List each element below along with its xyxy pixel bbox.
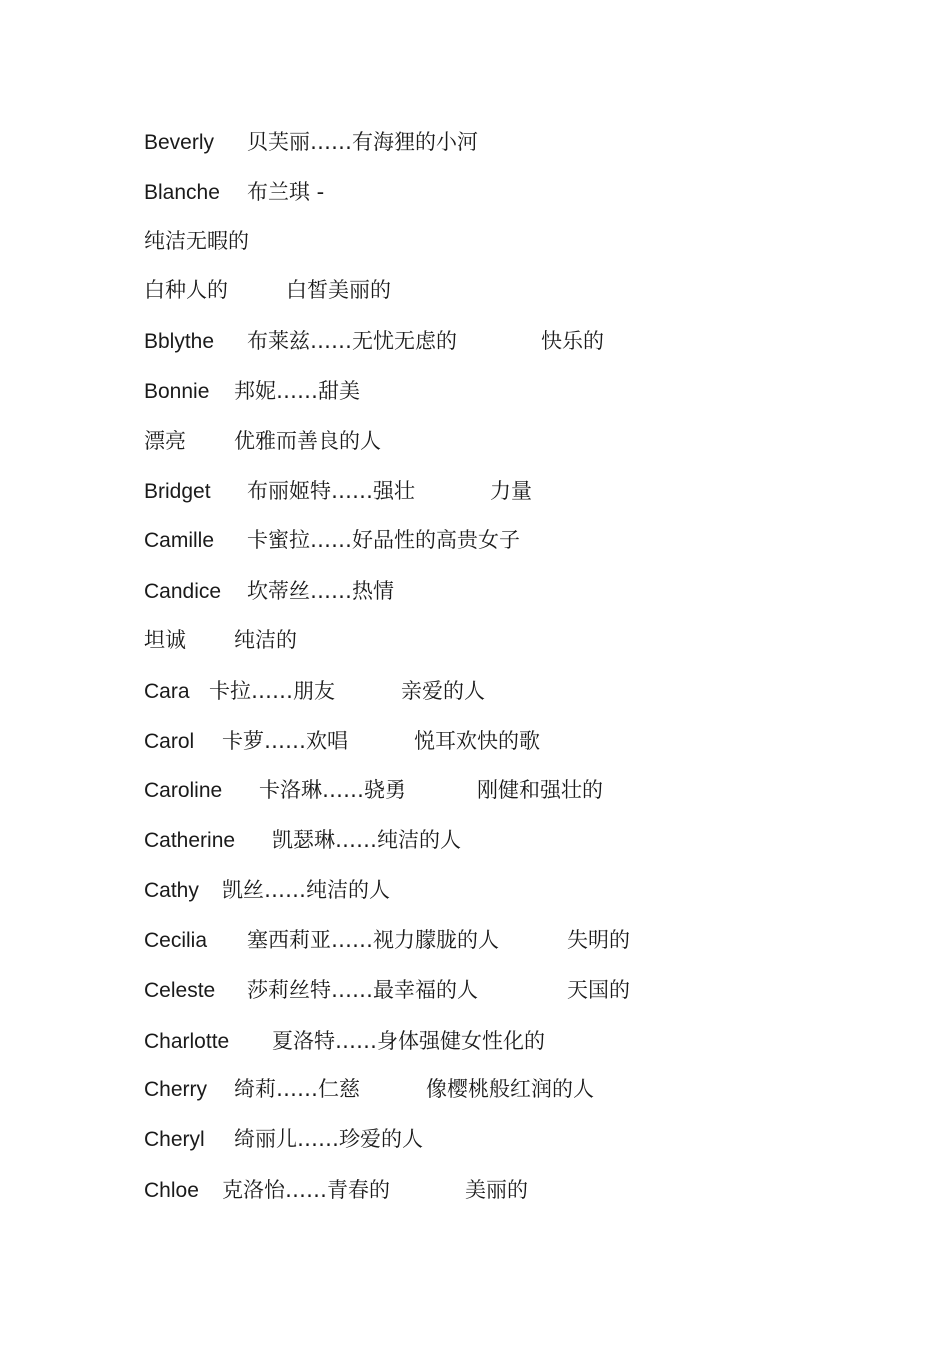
chinese-meaning: 夏洛特……身体强健女性化的	[272, 1029, 545, 1053]
entry-line	[144, 1026, 545, 1056]
chinese-meaning: 凯瑟琳……纯洁的人	[272, 828, 461, 852]
entry-line	[144, 975, 630, 1005]
chinese-meaning-extra: 力量	[490, 479, 532, 503]
entry-line	[144, 825, 461, 855]
english-name: Cathy	[144, 879, 199, 902]
chinese-meaning-extra: 白皙美丽的	[286, 278, 391, 302]
entry-line	[144, 576, 394, 606]
english-name: Bblythe	[144, 330, 215, 353]
chinese-meaning: 莎莉丝特……最幸福的人	[247, 978, 478, 1002]
entry-line	[144, 476, 532, 506]
english-name: Camille	[144, 529, 215, 552]
chinese-meaning: 坎蒂丝……热情	[247, 579, 394, 603]
entry-line	[144, 875, 390, 905]
chinese-meaning: 绮莉……仁慈	[234, 1077, 360, 1101]
chinese-meaning: 白种人的	[144, 278, 228, 302]
english-name: Carol	[144, 730, 195, 753]
english-name: Candice	[144, 580, 222, 603]
english-name: Bonnie	[144, 380, 210, 403]
entry-line	[144, 177, 324, 207]
chinese-meaning: 布兰琪 -	[247, 180, 325, 204]
chinese-meaning: 卡萝……欢唱	[222, 729, 348, 753]
entry-line	[144, 925, 630, 955]
chinese-meaning: 布莱兹……无忧无虑的	[247, 329, 457, 353]
entry-line	[144, 376, 360, 406]
chinese-meaning-extra: 亲爱的人	[401, 679, 485, 703]
chinese-meaning-extra: 刚健和强壮的	[477, 778, 603, 802]
english-name: Bridget	[144, 480, 211, 503]
chinese-meaning: 卡蜜拉……好品性的高贵女子	[247, 528, 520, 552]
chinese-meaning: 坦诚	[144, 628, 186, 652]
chinese-meaning: 绮丽儿……珍爱的人	[234, 1127, 423, 1151]
english-name: Charlotte	[144, 1030, 230, 1053]
entry-line	[144, 226, 249, 256]
chinese-meaning: 克洛怡……青春的	[222, 1178, 390, 1202]
entry-line	[144, 676, 485, 706]
english-name: Beverly	[144, 131, 215, 154]
entry-line	[144, 1175, 528, 1205]
entry-line	[144, 525, 520, 555]
chinese-meaning-extra: 天国的	[567, 978, 630, 1002]
chinese-meaning: 邦妮……甜美	[234, 379, 360, 403]
entry-line	[144, 726, 540, 756]
chinese-meaning: 漂亮	[144, 429, 186, 453]
chinese-meaning: 塞西莉亚……视力朦胧的人	[247, 928, 499, 952]
english-name: Cara	[144, 680, 190, 703]
chinese-meaning: 卡洛琳……骁勇	[259, 778, 406, 802]
chinese-meaning-extra: 优雅而善良的人	[234, 429, 381, 453]
chinese-meaning-extra: 像樱桃般红润的人	[426, 1077, 594, 1101]
entry-line	[144, 775, 603, 805]
chinese-meaning-extra: 美丽的	[465, 1178, 528, 1202]
chinese-meaning-extra: 悦耳欢快的歌	[414, 729, 540, 753]
english-name: Cherry	[144, 1078, 208, 1101]
english-name: Cecilia	[144, 929, 208, 952]
english-name: Catherine	[144, 829, 236, 852]
chinese-meaning: 纯洁无暇的	[144, 229, 249, 253]
chinese-meaning: 布丽姬特……强壮	[247, 479, 415, 503]
english-name: Blanche	[144, 181, 220, 204]
entry-line	[144, 275, 391, 305]
entry-line	[144, 426, 381, 456]
entry-line	[144, 1124, 423, 1154]
english-name: Celeste	[144, 979, 216, 1002]
chinese-meaning: 凯丝……纯洁的人	[222, 878, 390, 902]
chinese-meaning-extra: 快乐的	[541, 329, 604, 353]
entry-line	[144, 1074, 594, 1104]
entry-line	[144, 326, 604, 356]
english-name: Cheryl	[144, 1128, 205, 1151]
chinese-meaning-extra: 失明的	[567, 928, 630, 952]
english-name: Caroline	[144, 779, 223, 802]
entry-line	[144, 625, 297, 655]
chinese-meaning-extra: 纯洁的	[234, 628, 297, 652]
english-name: Chloe	[144, 1179, 199, 1202]
chinese-meaning: 贝芙丽……有海狸的小河	[247, 130, 478, 154]
entry-line	[144, 127, 478, 157]
chinese-meaning: 卡拉……朋友	[209, 679, 335, 703]
